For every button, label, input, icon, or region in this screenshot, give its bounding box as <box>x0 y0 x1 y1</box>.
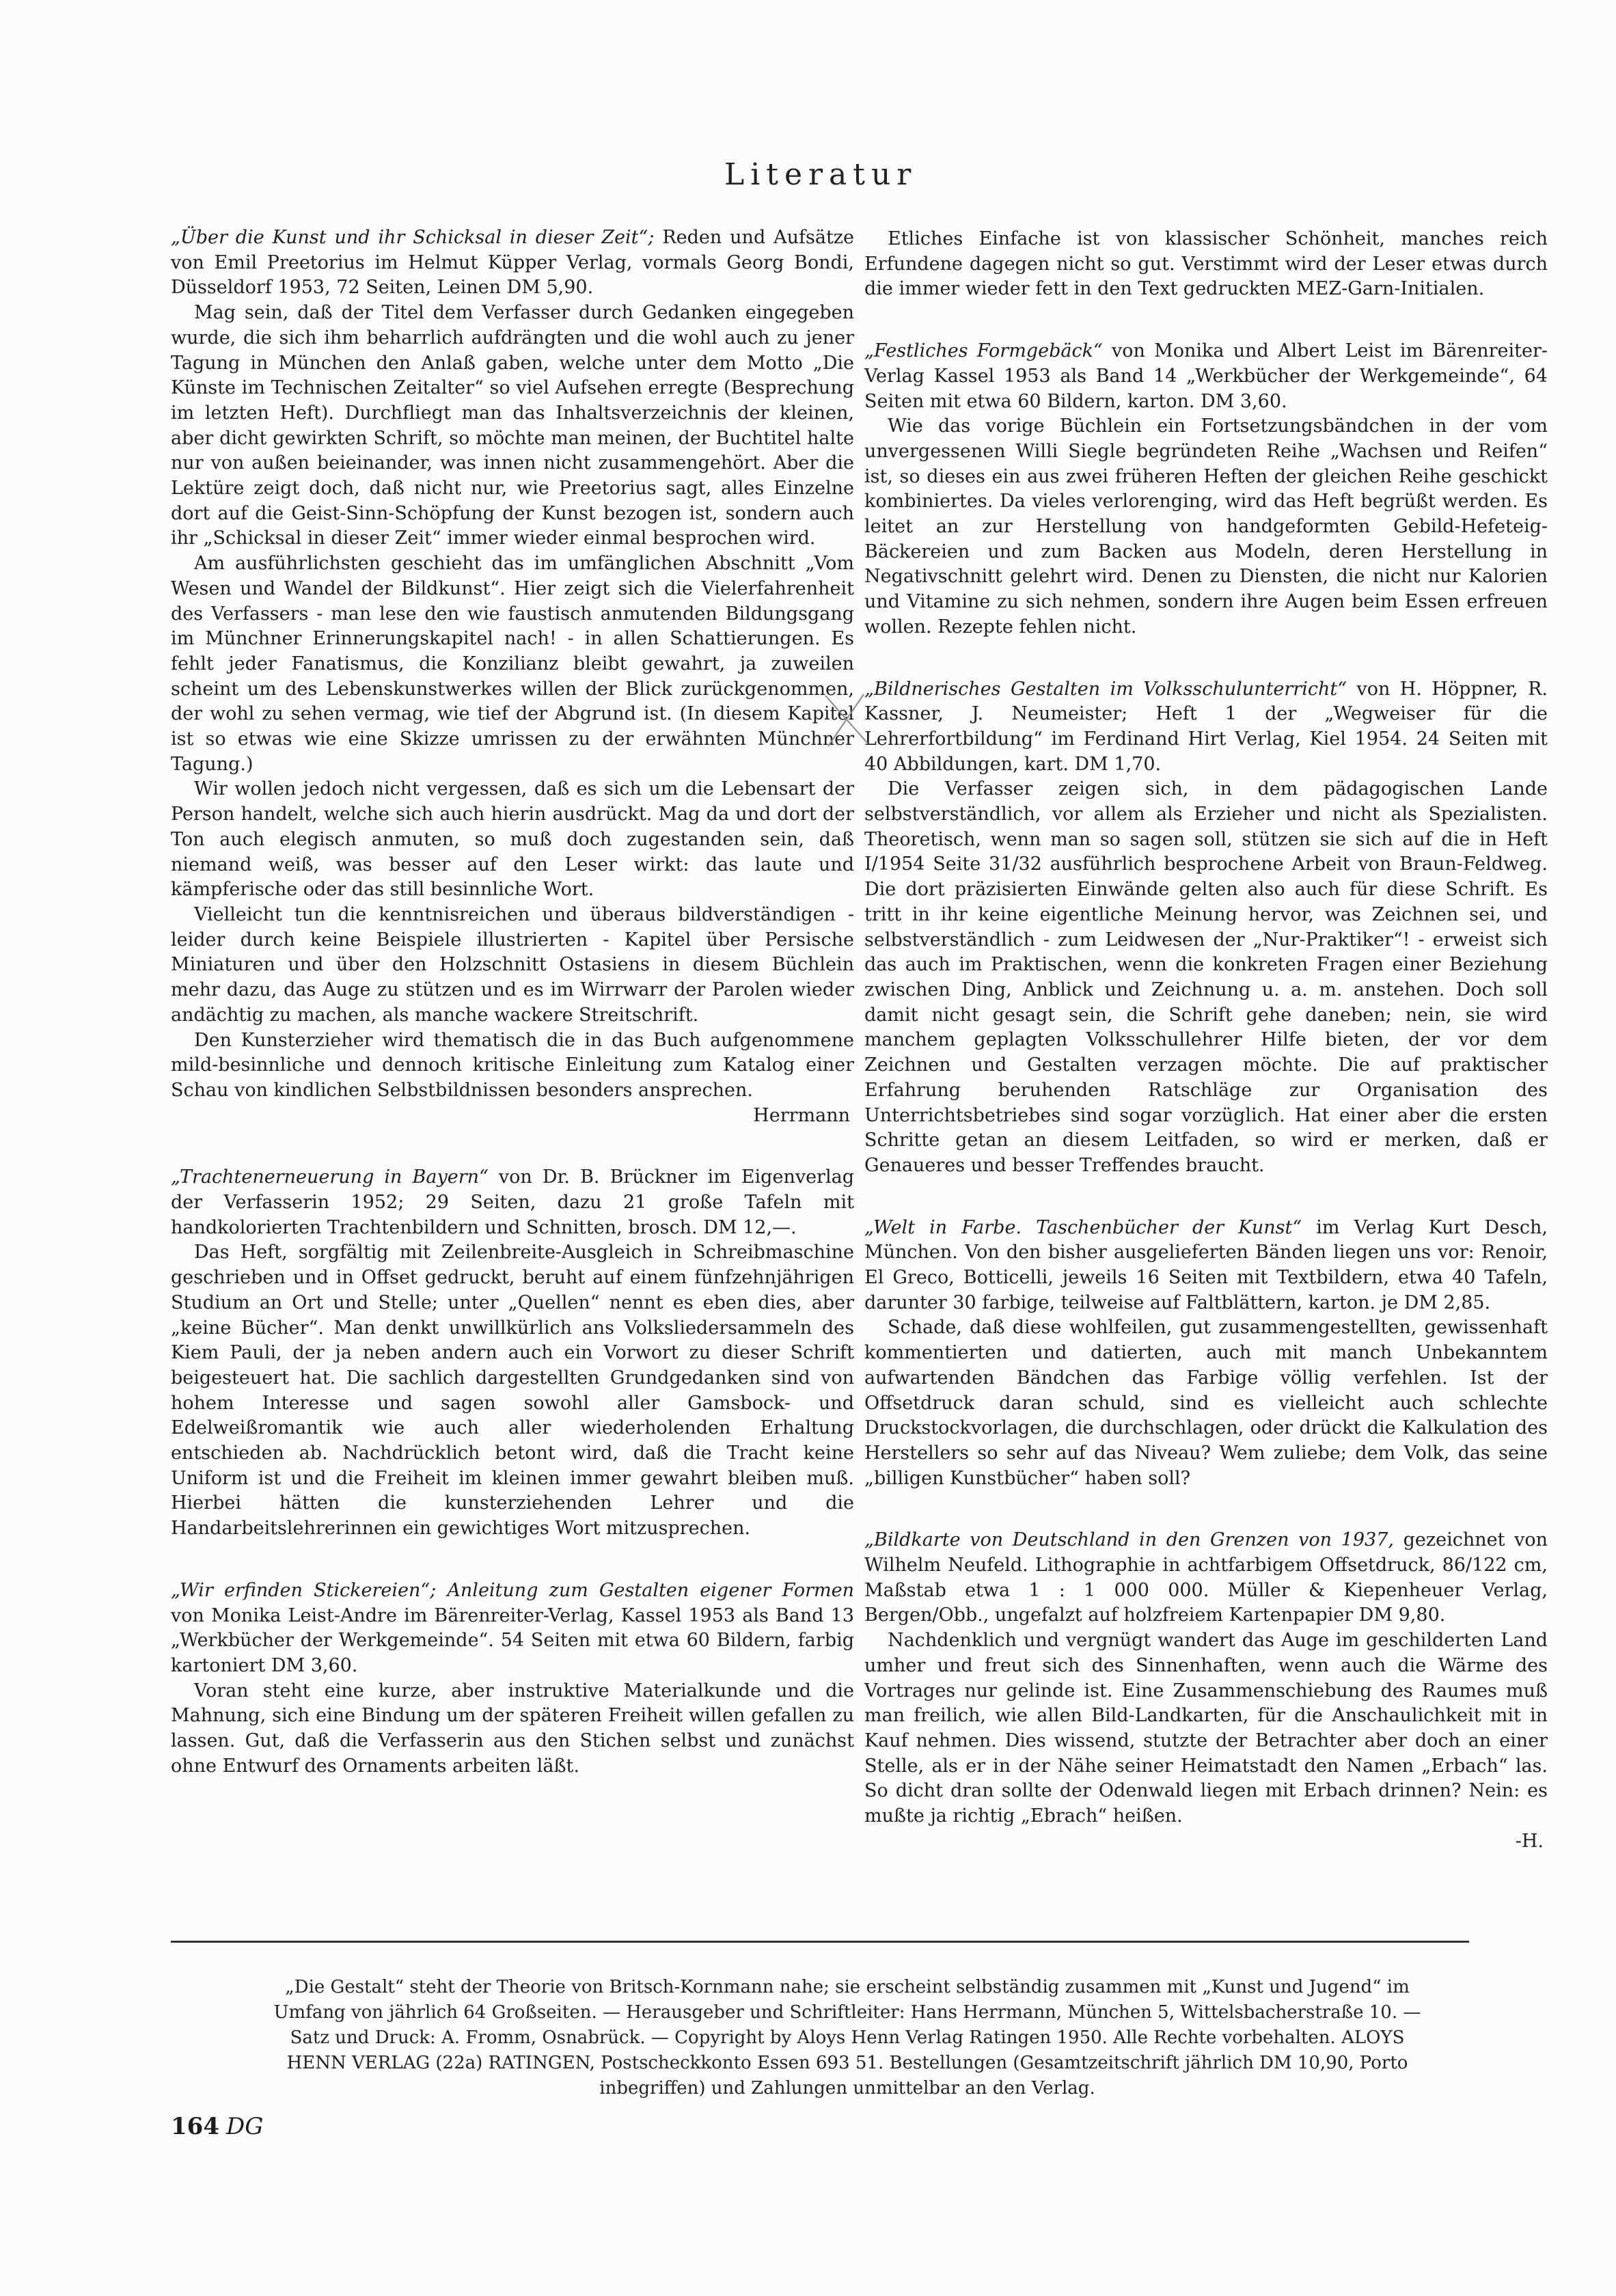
journal-abbreviation: DG <box>225 2113 264 2140</box>
review <box>864 339 1548 640</box>
review <box>864 1528 1548 1854</box>
review-paragraph: Den Kunsterzieher wird thematisch die in das Buch aufgenommene mild-besinnliche und dennoch kritische Einleitung zum Katalog einer Schau von kindlichen Selbstbildnissen besonders ansprechen. <box>171 1029 854 1101</box>
review <box>864 1216 1548 1492</box>
review-bibliography <box>171 226 854 301</box>
review-publication-details: von Monika Leist-Andre im Bärenreiter-Verlag, Kassel 1953 als Band 13 „Werkbücher der Werkgemeinde“. 54 Seiten mit etwa 60 Bildern, farbig kartoniert DM 3,60. <box>171 1604 854 1676</box>
review-title: „Über die Kunst und ihr Schicksal in dieser Zeit“; <box>171 227 655 248</box>
page-number-value: 164 <box>171 2113 219 2140</box>
review <box>171 226 854 1128</box>
review <box>171 1165 854 1542</box>
review-paragraph: Voran steht eine kurze, aber instruktive Materialkunde und die Mahnung, sich eine Bindung um der späteren Freiheit willen gefallen zu lassen. Gut, daß die Verfasserin aus den Stichen selbst und zunächst ohne Entwurf des Ornaments arbeiten läßt. <box>171 1680 854 1777</box>
review-paragraph: Am ausführlichsten geschieht das im umfänglichen Abschnitt „Vom Wesen und Wandel der Bildkunst“. Hier zeigt sich die Vielerfahrenheit des Verfassers - man lese den wie faustisch anmutenden Bildungsgang im Münchner Erinnerungskapitel nach! - in allen Schattierungen. Es fehlt jeder Fanatismus, die Konzilianz bleibt gewahrt, ja zuweilen scheint um des Lebenskunstwerkes willen der Blick zurückgenommen, der wohl zu sehen vermag, wie tief der Abgrund ist. (In diesem Kapitel ist so etwas wie eine Skizze umrissen zu der erwähnten Münchner Tagung.) <box>171 553 854 775</box>
review-paragraph: Wir wollen jedoch nicht vergessen, daß es sich um die Lebensart der Person handelt, welche sich auch hierin ausdrückt. Mag da und dort der Ton auch elegisch anmuten, so muß doch zugestanden sein, daß niemand weiß, was besser auf den Leser wirkt: das laute und kämpferische oder das still besinnliche Wort. <box>171 778 854 901</box>
review <box>171 1578 854 1779</box>
review-publication-details: von Dr. B. Brückner im Eigenverlag der Verfasserin 1952; 29 Seiten, dazu 21 große Tafeln mit handkolorierten Trachtenbildern und Schnitten, brosch. DM 12,—. <box>171 1166 854 1238</box>
review-publication-details: von H. Höppner, R. Kassner, J. Neumeister; Heft 1 der „Wegweiser für die Lehrerfortbildung“ im Ferdinand Hirt Verlag, Kiel 1954. 24 Seiten mit 40 Abbildungen, kart. DM 1,70. <box>864 678 1548 775</box>
review-bibliography <box>864 339 1548 414</box>
review-bibliography <box>171 1578 854 1679</box>
review-title: „Welt in Farbe. Taschenbücher der Kunst“ <box>864 1216 1302 1238</box>
review-bibliography <box>864 1216 1548 1316</box>
review-title: „Bildnerisches Gestalten im Volksschulunterricht“ <box>864 678 1347 700</box>
review-title: „Festliches Formgebäck“ <box>864 340 1103 362</box>
page-heading: Literatur <box>724 157 918 192</box>
pencil-mark-icon <box>820 689 875 750</box>
review-paragraph: Wie das vorige Büchlein ein Fortsetzungsbändchen in der vom unvergessenen Willi Siegle begründeten Reihe „Wachsen und Reifen“ ist, so dieses ein aus zwei früheren Heften der gleichen Reihe geschickt kombiniertes. Da vieles verlorenging, wird das Heft begrüßt werden. Es leitet an zur Herstellung von handgeformten Gebild-Hefeteig-Bäckereien und zum Backen aus Modeln, deren Herstellung in Negativschnitt gelehrt wird. Denen zu Diensten, die nicht nur Kalorien und Vitamine zu sich nehmen, sondern ihre Augen beim Essen erfreuen wollen. Rezepte fehlen nicht. <box>864 415 1548 638</box>
review-signature: -H. <box>1515 1830 1544 1852</box>
review-publication-details: Reden und Aufsätze von Emil Preetorius im Helmut Küpper Verlag, vormals Georg Bondi, Düsseldorf 1953, 72 Seiten, Leinen DM 5,90. <box>171 227 854 299</box>
review-paragraph: Die Verfasser zeigen sich, in dem pädagogischen Lande selbstverständlich, vor allem als Erzieher und nicht als Spezialisten. Theoretisch, wenn man so sagen soll, stützen sie sich auf die in Heft I/1954 Seite 31/32 ausführlich besprochene Arbeit von Braun-Feldweg. Die dort präzisierten Einwände gelten also auch für diese Schrift. Es tritt in ihr keine eigentliche Meinung hervor, was Zeichnen sei, und selbstverständlich - zum Leidwesen der „Nur-Praktiker“! - erweist sich das auch im Praktischen, wenn die konkreten Fragen einer Beziehung zwischen Ding, Anblick und Zeichnung u. a. m. anstehen. Doch soll damit nicht gesagt sein, die Schrift gehe daneben; nein, sie wird manchem geplagten Volksschullehrer Hilfe bieten, der vor dem Zeichnen und Gestalten verzagen möchte. Die auf praktischer Erfahrung beruhenden Ratschläge zur Organisation des Unterrichtsbetriebes sind sogar vorzüglich. Hat einer aber die ersten Schritte getan an diesem Leitfaden, so wird er merken, daß er Genaueres und besser Treffendes braucht. <box>864 778 1548 1176</box>
review-bibliography <box>171 1165 854 1240</box>
page-number <box>171 2113 263 2140</box>
review-paragraph: Schade, daß diese wohlfeilen, gut zusammengestellten, gewissenhaft kommentierten und datierten, auch mit manch Unbekanntem aufwartenden Bändchen das Farbige völlig verfehlen. Ist der Offsetdruck daran schuld, sind es vielleicht auch schlechte Druckstockvorlagen, die durchschlagen, oder drückt die Kalkulation des Herstellers so sehr auf das Niveau? Wem zuliebe; dem Volk, das seine „billigen Kunstbücher“ haben soll? <box>864 1317 1548 1489</box>
imprint-line: HENN VERLAG (22a) RATINGEN, Postscheckkonto Essen 693 51. Bestellungen (Gesamtzeitschrift jährlich DM 10,90, Porto <box>286 2053 1408 2073</box>
left-column <box>171 226 854 1816</box>
review-title: „Bildkarte von Deutschland in den Grenzen von 1937, <box>864 1529 1394 1551</box>
review-paragraph: Vielleicht tun die kenntnisreichen und überaus bildverständigen - leider durch keine Beispiele illustrierten - Kapitel über Persische Miniaturen und über den Holzschnitt Ostasiens in diesem Büchlein mehr dazu, das Auge zu stützen und es im Wirrwarr der Parolen wieder andächtig zu machen, als manche wackere Streitschrift. <box>171 903 854 1026</box>
review-title: „Wir erfinden Stickereien“; Anleitung zum Gestalten eigener Formen <box>171 1579 854 1601</box>
footer-divider <box>171 1941 1469 1943</box>
review-bibliography <box>864 1528 1548 1628</box>
review <box>864 227 1548 302</box>
imprint-line: Satz und Druck: A. Fromm, Osnabrück. — Copyright by Aloys Henn Verlag Ratingen 1950. Alle Rechte vorbehalten. ALOYS <box>290 2027 1405 2048</box>
review-bibliography <box>864 677 1548 778</box>
review-title: „Trachtenerneuerung in Bayern“ <box>171 1166 489 1188</box>
review-paragraph: Etliches Einfache ist von klassischer Schönheit, manches reich Erfundene dagegen nicht so gut. Verstimmt wird der Leser etwas durch die immer wieder fett in den Text gedruckten MEZ-Garn-Initialen. <box>864 228 1548 300</box>
right-column <box>864 227 1548 1891</box>
imprint-line: „Die Gestalt“ steht der Theorie von Britsch-Kornmann nahe; sie erscheint selbständig zusammen mit „Kunst und Jugend“ im <box>285 1977 1410 1997</box>
review-publication-details: von Monika und Albert Leist im Bärenreiter-Verlag Kassel 1953 als Band 14 „Werkbücher der Werkgemeinde“, 64 Seiten mit etwa 60 Bildern, karton. DM 3,60. <box>864 340 1548 412</box>
review-paragraph: Das Heft, sorgfältig mit Zeilenbreite-Ausgleich in Schreibmaschine geschrieben und in Offset gedruckt, beruht auf einem fünfzehnjährigen Studium an Ort und Stelle; unter „Quellen“ nennt es eben dies, aber „keine Bücher“. Man denkt unwillkürlich ans Volksliedersammeln des Kiem Pauli, der ja neben andern auch ein Vorwort zu dieser Schrift beigesteuert hat. Die sachlich dargestellten Grundgedanken sind von hohem Interesse und sagen sowohl aller Gamsbock- und Edelweißromantik wie auch aller wiederholenden Erhaltung entschieden ab. Nachdrücklich betont wird, daß die Tracht keine Uniform ist und die Freiheit im kleinen immer gewahrt bleiben muß. Hierbei hätten die kunsterziehenden Lehrer und die Handarbeitslehrerinnen ein gewichtiges Wort mitzusprechen. <box>171 1242 854 1540</box>
review-publication-details: im Verlag Kurt Desch, München. Von den bisher ausgelieferten Bänden liegen uns vor: Renoir, El Greco, Botticelli, jeweils 16 Seiten mit Textbildern, etwa 40 Tafeln, darunter 30 farbige, teilweise auf Faltblättern, karton. je DM 2,85. <box>864 1216 1548 1313</box>
review-publication-details: gezeichnet von Wilhelm Neufeld. Lithographie in achtfarbigem Offsetdruck, 86/122 cm, Maßstab etwa 1 : 1 000 000. Müller & Kiepenheuer Verlag, Bergen/Obb., ungefalzt auf holzfreiem Kartenpapier DM 9,80. <box>864 1529 1548 1626</box>
imprint-line: Umfang von jährlich 64 Großseiten. — Herausgeber und Schriftleiter: Hans Herrmann, München 5, Wittelsbacherstraße 10. — <box>273 2002 1421 2023</box>
review-signature: Herrmann <box>753 1104 850 1126</box>
review-paragraph: Nachdenklich und vergnügt wandert das Auge im geschilderten Land umher und freut sich des Sinnenhaften, wenn auch die Wärme des Vortrages nur gelinde ist. Eine Zusammenschiebung des Raumes muß man freilich, wie allen Bild-Landkarten, für die Anschaulichkeit mit in Kauf nehmen. Dies wissend, stutzte der Betrachter aber doch an einer Stelle, als er in der Nähe seiner Heimatstadt den Namen „Erbach“ las. So dicht dran sollte der Odenwald liegen mit Erbach drinnen? Nein: es mußte ja richtig „Ebrach“ heißen. <box>864 1630 1548 1827</box>
imprint-line: inbegriffen) und Zahlungen unmittelbar an den Verlag. <box>599 2078 1095 2099</box>
imprint <box>205 1975 1490 2101</box>
review <box>864 677 1548 1179</box>
review-paragraph: Mag sein, daß der Titel dem Verfasser durch Gedanken eingegeben wurde, die sich ihm beharrlich aufdrängten und die wohl auch zu jener Tagung in München den Anlaß gaben, welche unter dem Motto „Die Künste im Technischen Zeitalter“ so viel Aufsehen erregte (Besprechung im letzten Heft). Durchfliegt man das Inhaltsverzeichnis der kleinen, aber dicht gewirkten Schrift, so möchte man meinen, der Buchtitel halte nur von außen beieinander, was innen nicht zusammengehört. Aber die Lektüre zeigt doch, daß nicht nur, wie Preetorius sagt, alles Einzelne dort auf die Geist-Sinn-Schöpfung der Kunst bezogen ist, sondern auch ihr „Schicksal in dieser Zeit“ immer wieder einmal besprochen wird. <box>171 302 854 549</box>
